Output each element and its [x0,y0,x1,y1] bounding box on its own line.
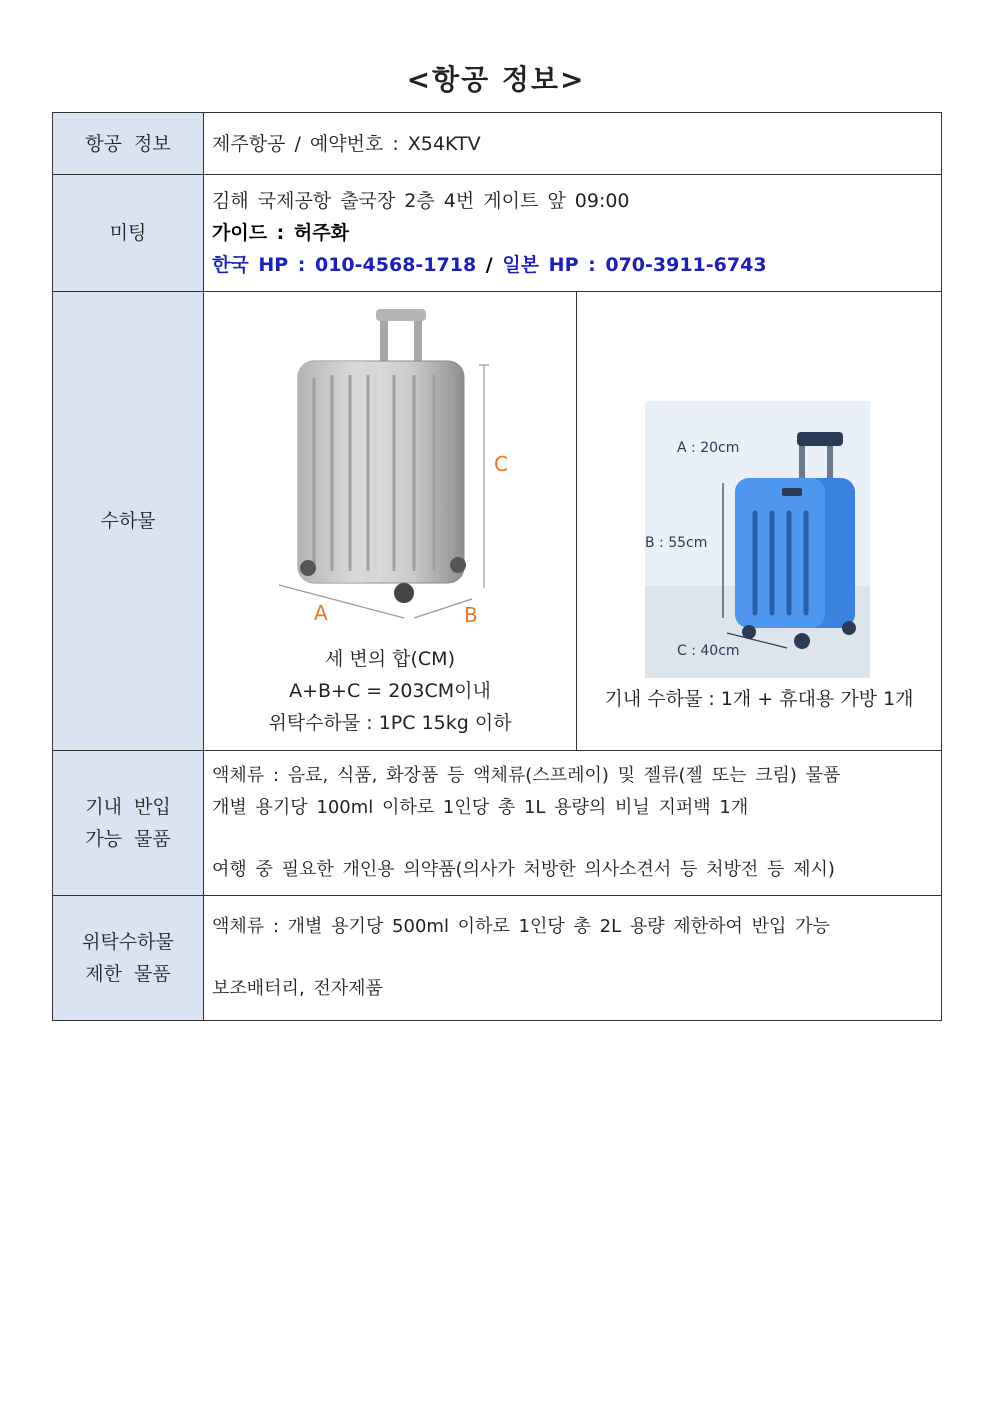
flight-value: 제주항공 / 예약번호 : X54KTV [204,113,942,175]
phone-jp: 070-3911-6743 [605,254,767,276]
phone-jp-label: 일본 HP : [502,254,606,276]
carry-on-dim-b: B : 55cm [645,534,708,551]
dim-a-label: A [314,601,328,625]
checked-caption-2: A+B+C = 203CM이내 [289,680,491,702]
cabin-items-label-2: 가능 물품 [85,828,171,850]
flight-label: 항공 정보 [53,113,204,175]
cabin-items-details [204,751,942,896]
guide-name: 가이드 : 허주화 [212,222,349,244]
checked-restrictions-line-2: 보조배터리, 전자제품 [212,978,383,999]
cabin-items-row [53,751,942,896]
blue-suitcase-illustration [577,328,941,683]
dim-c-label: C [494,452,508,476]
phone-separator: / [476,254,503,276]
carry-on-cell [577,292,942,751]
checked-restrictions-label [53,896,204,1021]
cabin-items-line-1: 액체류 : 음료, 식품, 화장품 등 액체류(스프레이) 및 젤류(젤 또는 크림) 물품 [212,765,841,786]
cabin-items-label [53,751,204,896]
checked-caption-3: 위탁수하물 : 1PC 15kg 이하 [268,712,512,734]
checked-baggage-cell [204,292,577,751]
page-title: <항공 정보> [406,63,586,96]
cabin-items-line-3: 여행 중 필요한 개인용 의약품(의사가 처방한 의사소견서 등 처방전 등 제시) [212,859,835,880]
meeting-label: 미팅 [53,175,204,292]
flight-row [53,113,942,175]
silver-suitcase-illustration [204,303,576,643]
dim-b-label: B [464,603,478,627]
checked-restrictions-label-2: 제한 물품 [85,963,171,985]
checked-restrictions-line-1: 액체류 : 개별 용기당 500ml 이하로 1인당 총 2L 용량 제한하여 반입 가능 [212,916,830,937]
checked-restrictions-details [204,896,942,1021]
carry-on-dim-c: C : 40cm [677,642,740,659]
baggage-label: 수하물 [53,292,204,751]
meeting-details [204,175,942,292]
checked-caption-1: 세 변의 합(CM) [325,648,455,670]
meeting-location: 김해 국제공항 출국장 2층 4번 게이트 앞 09:00 [212,190,630,212]
checked-restrictions-row [53,896,942,1021]
cabin-items-label-1: 기내 반입 [85,796,171,818]
phone-kr-label: 한국 HP : [212,254,315,276]
flight-info-table [52,112,942,1021]
phone-kr: 010-4568-1718 [314,254,477,276]
carry-on-caption: 기내 수하물 : 1개 + 휴대용 가방 1개 [604,687,914,710]
meeting-row [53,175,942,292]
phone-line [212,249,933,281]
cabin-items-line-2: 개별 용기당 100ml 이하로 1인당 총 1L 용량의 비닐 지퍼백 1개 [212,797,749,818]
baggage-row [53,292,942,751]
checked-restrictions-label-1: 위탁수하물 [82,931,174,953]
carry-on-dim-a: A : 20cm [677,439,740,456]
